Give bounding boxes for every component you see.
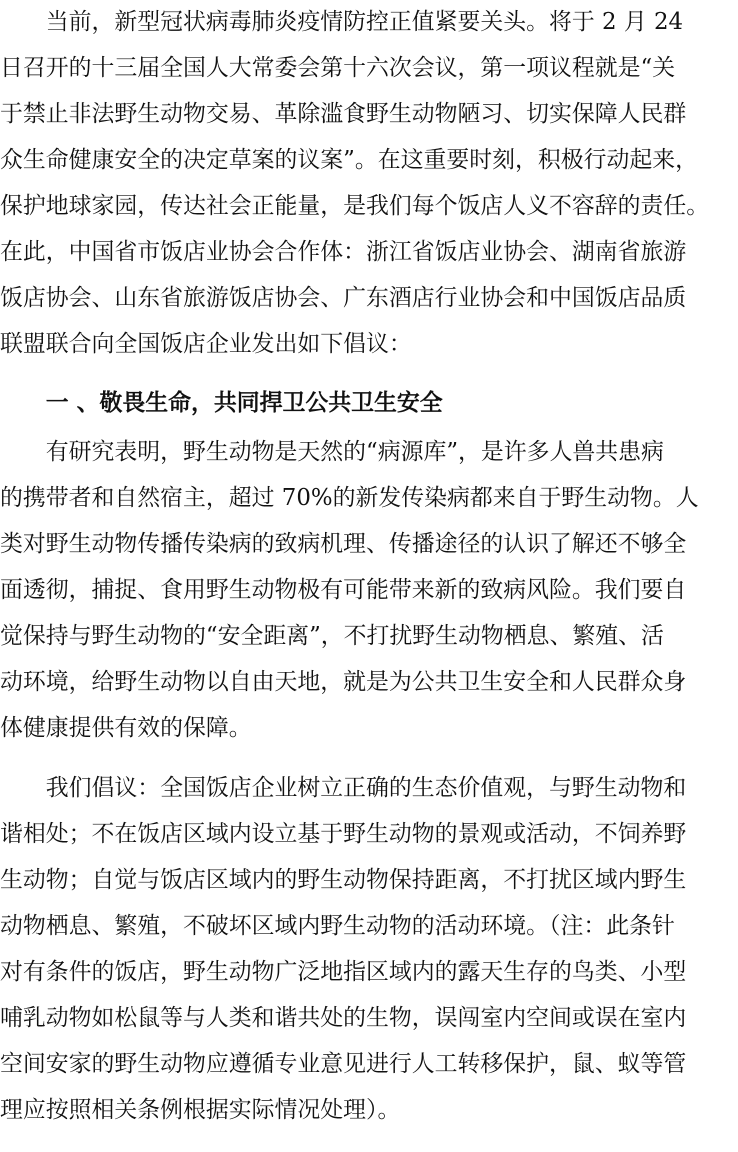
text-line: 空间安家的野生动物应遵循专业意见进行人工转移保护，鼠、蚁等管 — [0, 1051, 687, 1077]
text-line: 觉保持与野生动物的“安全距离”，不打扰野生动物栖息、繁殖、活 — [0, 623, 664, 649]
text-line: 有研究表明，野生动物是天然的“病源库”，是许多人兽共患病 — [0, 439, 664, 465]
text-line: 类对野生动物传播传染病的致病机理、传播途径的认识了解还不够全 — [0, 531, 687, 557]
text-line: 谐相处；不在饭店区域内设立基于野生动物的景观或活动，不饲养野 — [0, 821, 687, 847]
text-line: 在此，中国省市饭店业协会合作体：浙江省饭店业协会、湖南省旅游 — [0, 239, 687, 265]
text-line: 众生命健康安全的决定草案的议案”。在这重要时刻，积极行动起来， — [0, 147, 698, 173]
text-line: 联盟联合向全国饭店企业发出如下倡议： — [0, 331, 412, 357]
text-line: 生动物；自觉与饭店区域内的野生动物保持距离，不打扰区域内野生 — [0, 867, 687, 893]
text-line: 哺乳动物如松鼠等与人类和谐共处的生物，误闯室内空间或误在室内 — [0, 1005, 687, 1031]
text-line: 当前，新型冠状病毒肺炎疫情防控正值紧要关头。将于 2 月 24 — [0, 9, 684, 35]
text-line: 饭店协会、山东省旅游饭店协会、广东酒店行业协会和中国饭店品质 — [0, 285, 687, 311]
text-line: 理应按照相关条例根据实际情况处理）。 — [0, 1097, 401, 1123]
section-heading: 一 、敬畏生命，共同捍卫公共卫生安全 — [0, 389, 443, 416]
text-line: 动物栖息、繁殖，不破坏区域内野生动物的活动环境。（注：此条针 — [0, 913, 675, 939]
text-line: 动环境，给野生动物以自由天地，就是为公共卫生安全和人民群众身 — [0, 669, 687, 695]
text-line: 日召开的十三届全国人大常委会第十六次会议，第一项议程就是“关 — [0, 55, 676, 81]
text-line: 的携带者和自然宿主，超过 70%的新发传染病都来自于野生动物。人 — [0, 485, 699, 511]
text-line: 保护地球家园，传达社会正能量，是我们每个饭店人义不容辞的责任。 — [0, 193, 710, 219]
text-line: 体健康提供有效的保障。 — [0, 715, 252, 741]
text-line: 面透彻，捕捉、食用野生动物极有可能带来新的致病风险。我们要自 — [0, 577, 687, 603]
text-line: 于禁止非法野生动物交易、革除滥食野生动物陋习、切实保障人民群 — [0, 101, 687, 127]
text-line: 我们倡议：全国饭店企业树立正确的生态价值观，与野生动物和 — [0, 775, 687, 801]
text-line: 对有条件的饭店，野生动物广泛地指区域内的露天生存的鸟类、小型 — [0, 959, 687, 985]
